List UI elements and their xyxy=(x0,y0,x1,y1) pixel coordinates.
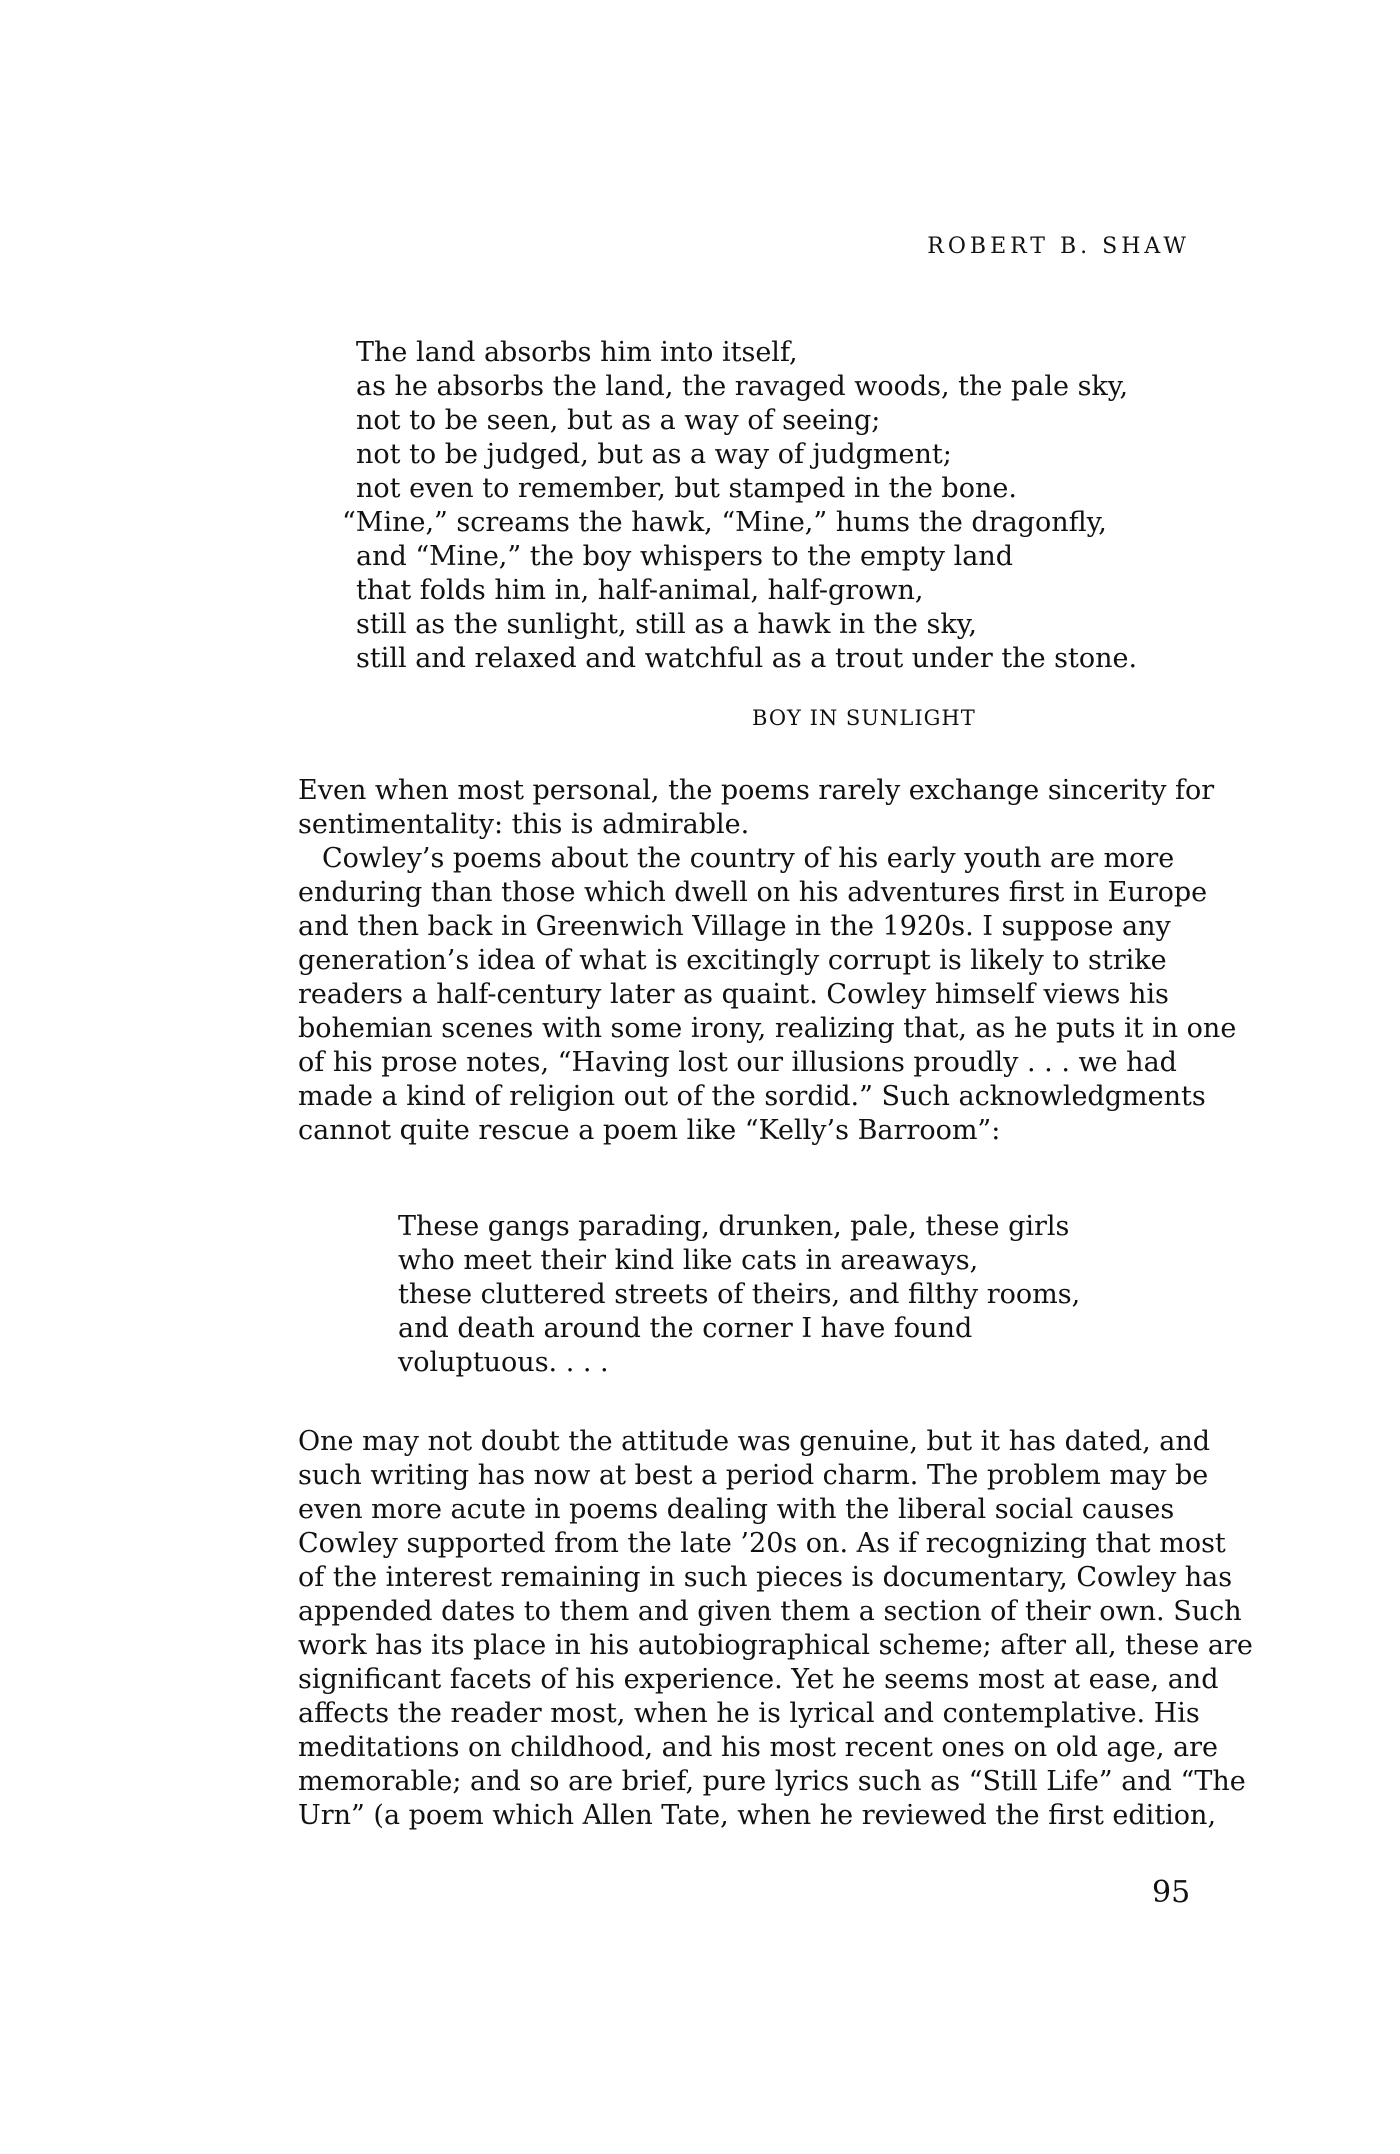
prose-line: bohemian scenes with some irony, realizing that, as he puts it in one xyxy=(298,1013,1237,1044)
poem-line: These gangs parading, drunken, pale, these girls xyxy=(398,1211,1070,1242)
poem-line: and death around the corner I have found xyxy=(398,1313,973,1344)
poem-line: still as the sunlight, still as a hawk in the sky, xyxy=(356,609,977,640)
prose-line: memorable; and so are brief, pure lyrics such as “Still Life” and “The xyxy=(298,1766,1246,1797)
prose-line: significant facets of his experience. Yet he seems most at ease, and xyxy=(298,1664,1219,1695)
poem-line: not to be seen, but as a way of seeing; xyxy=(356,405,881,436)
prose-line: of the interest remaining in such pieces is documentary, Cowley has xyxy=(298,1562,1233,1593)
page-number: 95 xyxy=(1152,1875,1191,1910)
prose-line: appended dates to them and given them a section of their own. Such xyxy=(298,1596,1242,1627)
poem-line: voluptuous. . . . xyxy=(398,1347,609,1378)
poem-line: not even to remember, but stamped in the bone. xyxy=(356,473,1017,504)
prose-line: even more acute in poems dealing with the liberal social causes xyxy=(298,1494,1175,1525)
running-head: ROBERT B. SHAW xyxy=(927,234,1190,259)
prose-line: enduring than those which dwell on his adventures first in Europe xyxy=(298,877,1208,908)
prose-line: such writing has now at best a period charm. The problem may be xyxy=(298,1460,1209,1491)
poem-line: not to be judged, but as a way of judgment; xyxy=(356,439,952,470)
prose-line: readers a half-century later as quaint. Cowley himself views his xyxy=(298,979,1169,1010)
poem-line: still and relaxed and watchful as a trout under the stone. xyxy=(356,643,1138,674)
prose-line: sentimentality: this is admirable. xyxy=(298,809,750,840)
poem-line: these cluttered streets of theirs, and filthy rooms, xyxy=(398,1279,1081,1310)
prose-line: meditations on childhood, and his most recent ones on old age, are xyxy=(298,1732,1218,1763)
poem-line: The land absorbs him into itself, xyxy=(356,337,798,368)
prose-line: and then back in Greenwich Village in the 1920s. I suppose any xyxy=(298,911,1171,942)
poem-line: that folds him in, half-animal, half-grown, xyxy=(356,575,924,606)
prose-line: made a kind of religion out of the sordid.” Such acknowledgments xyxy=(298,1081,1206,1112)
prose-line: work has its place in his autobiographical scheme; after all, these are xyxy=(298,1630,1253,1661)
prose-line: Cowley’s poems about the country of his early youth are more xyxy=(322,843,1175,874)
prose-line: generation’s idea of what is excitingly corrupt is likely to strike xyxy=(298,945,1167,976)
prose-line: affects the reader most, when he is lyrical and contemplative. His xyxy=(298,1698,1200,1729)
poem-line: who meet their kind like cats in areaways, xyxy=(398,1245,979,1276)
poem-line: and “Mine,” the boy whispers to the empty land xyxy=(356,541,1013,572)
prose-line: Even when most personal, the poems rarely exchange sincerity for xyxy=(298,775,1215,806)
prose-line: One may not doubt the attitude was genuine, but it has dated, and xyxy=(298,1426,1211,1457)
poem-caption: BOY IN SUNLIGHT xyxy=(752,706,976,730)
prose-line: cannot quite rescue a poem like “Kelly’s Barroom”: xyxy=(298,1115,1001,1146)
prose-line: of his prose notes, “Having lost our illusions proudly . . . we had xyxy=(298,1047,1177,1078)
poem-line: as he absorbs the land, the ravaged woods, the pale sky, xyxy=(356,371,1129,402)
poem-line: “Mine,” screams the hawk, “Mine,” hums the dragonfly, xyxy=(342,507,1107,538)
prose-line: Cowley supported from the late ’20s on. As if recognizing that most xyxy=(298,1528,1226,1559)
prose-line: Urn” (a poem which Allen Tate, when he reviewed the first edition, xyxy=(298,1800,1217,1831)
